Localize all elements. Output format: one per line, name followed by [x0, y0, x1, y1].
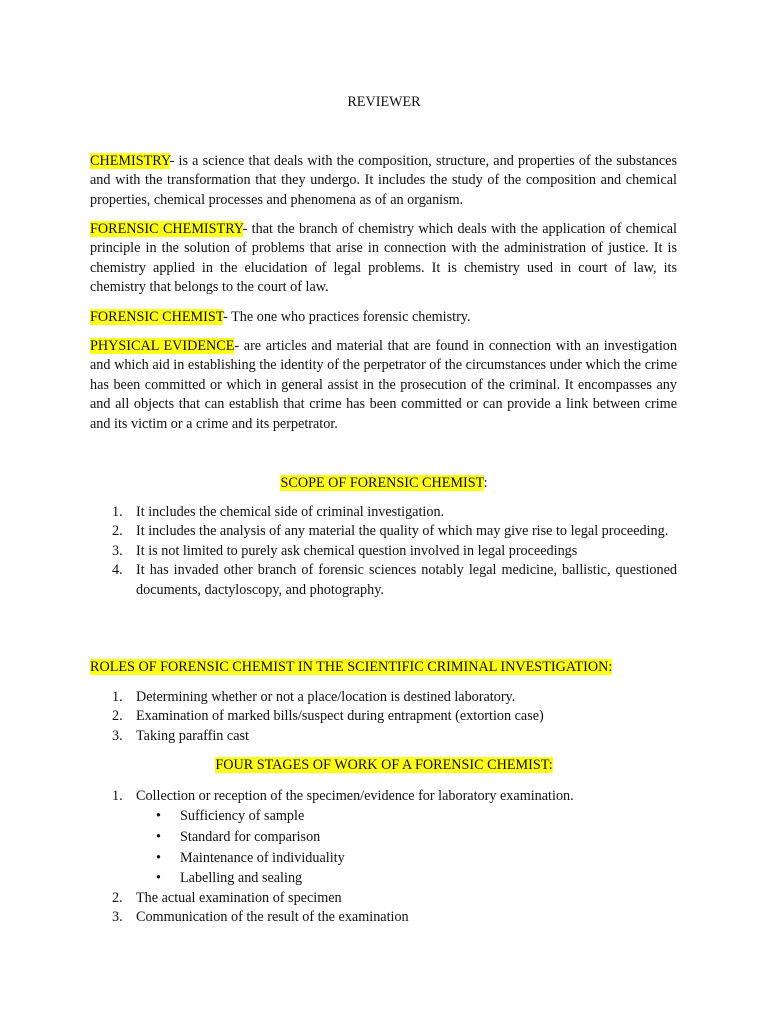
list-item	[90, 522, 677, 541]
bullet-text: Sufficiency of sample	[180, 808, 305, 825]
definition-chemistry	[90, 152, 677, 210]
list-number: 1.	[112, 788, 123, 804]
definition-text: - that the branch of chemistry which deals with the application of chemical principle in the solution of problems that arise in connection with the administration of justice. It is chemistry applied in the elucidation of legal problems. It is chemistry used in court of law, its chemistry that belongs to the court of law.	[90, 221, 677, 296]
bullet-item	[136, 848, 677, 869]
list-item	[90, 707, 677, 726]
list-item-text: It includes the chemical side of criminal investigation.	[136, 504, 445, 520]
bullet-item	[136, 868, 677, 889]
bullet-text: Maintenance of individuality	[180, 849, 345, 866]
list-item	[90, 727, 677, 746]
list-item	[90, 889, 677, 908]
definition-text: - are articles and material that are found in connection with an investigation and which aid in establishing the identity of the perpetrator of the circumstances under which the crime has been committed or which in general assist in the prosecution of the criminal. It encompasses any and all objects that can establish that crime has been committed or can provide a link between crime and its victim or a crime and its perpetrator.	[90, 338, 677, 432]
page-title: REVIEWER	[347, 94, 421, 110]
list-item-text: Communication of the result of the examination	[136, 909, 409, 926]
bullet-text: Labelling and sealing	[180, 870, 303, 887]
list-item-text: It has invaded other branch of forensic sciences notably legal medicine, ballistic, questioned documents, dactyloscopy, and photography.	[136, 562, 677, 598]
term-physical-evidence: PHYSICAL EVIDENCE	[90, 338, 235, 354]
definition-forensic-chemistry	[90, 220, 677, 298]
term-forensic-chemist: FORENSIC CHEMIST	[90, 309, 224, 325]
list-item-text: The actual examination of specimen	[136, 889, 342, 906]
bullet-item	[136, 806, 677, 827]
roles-heading	[90, 658, 612, 677]
list-number: 1.	[112, 689, 123, 705]
list-number: 2.	[112, 889, 123, 906]
bullet-icon: •	[156, 829, 161, 845]
list-item	[90, 561, 677, 600]
list-item-text: It includes the analysis of any material the quality of which may give rise to legal proceeding.	[136, 523, 669, 540]
scope-heading-text: SCOPE OF FORENSIC CHEMIST	[280, 475, 484, 491]
scope-heading	[0, 474, 768, 493]
list-item	[90, 787, 677, 889]
bullet-icon: •	[156, 870, 161, 887]
list-item	[90, 688, 677, 707]
definition-forensic-chemist	[90, 308, 677, 327]
definition-text: - The one who practices forensic chemistry.	[223, 309, 471, 325]
list-item-text: Collection or reception of the specimen/evidence for laboratory examination.	[136, 788, 574, 804]
stage-one-bullets	[136, 806, 677, 888]
bullet-icon: •	[156, 808, 161, 825]
definition-text: - is a science that deals with the composition, structure, and properties of the substances and with the transformation that they undergo. It includes the study of the composition and chemical properties, chemical processes and phenomena as of an organism.	[90, 153, 677, 208]
bullet-icon: •	[156, 849, 161, 866]
list-number: 2.	[112, 708, 123, 725]
roles-heading-text: ROLES OF FORENSIC CHEMIST IN THE SCIENTIFIC CRIMINAL INVESTIGATION:	[90, 659, 613, 675]
term-chemistry: CHEMISTRY	[90, 153, 170, 169]
list-number: 3.	[112, 542, 123, 559]
scope-heading-colon: :	[483, 475, 488, 491]
bullet-text: Standard for comparison	[180, 829, 321, 845]
scope-list	[90, 503, 677, 600]
list-number: 3.	[112, 727, 123, 744]
list-item-text: Taking paraffin cast	[136, 727, 249, 744]
stages-heading-text: FOUR STAGES OF WORK OF A FORENSIC CHEMIST:	[215, 757, 553, 773]
definition-physical-evidence	[90, 337, 677, 434]
stages-list	[90, 787, 677, 928]
list-item-text: Determining whether or not a place/location is destined laboratory.	[136, 689, 516, 705]
term-forensic-chemistry: FORENSIC CHEMISTRY	[90, 221, 243, 237]
list-number: 1.	[112, 504, 123, 520]
roles-list	[90, 688, 677, 746]
bullet-item	[136, 827, 677, 848]
list-item-text: Examination of marked bills/suspect during entrapment (extortion case)	[136, 708, 544, 725]
stages-heading	[0, 756, 768, 775]
list-item	[90, 908, 677, 927]
list-item-text: It is not limited to purely ask chemical question involved in legal proceedings	[136, 542, 578, 559]
list-item	[90, 503, 677, 522]
list-number: 2.	[112, 523, 123, 540]
list-item	[90, 542, 677, 561]
list-number: 4.	[112, 562, 123, 579]
list-number: 3.	[112, 909, 123, 926]
